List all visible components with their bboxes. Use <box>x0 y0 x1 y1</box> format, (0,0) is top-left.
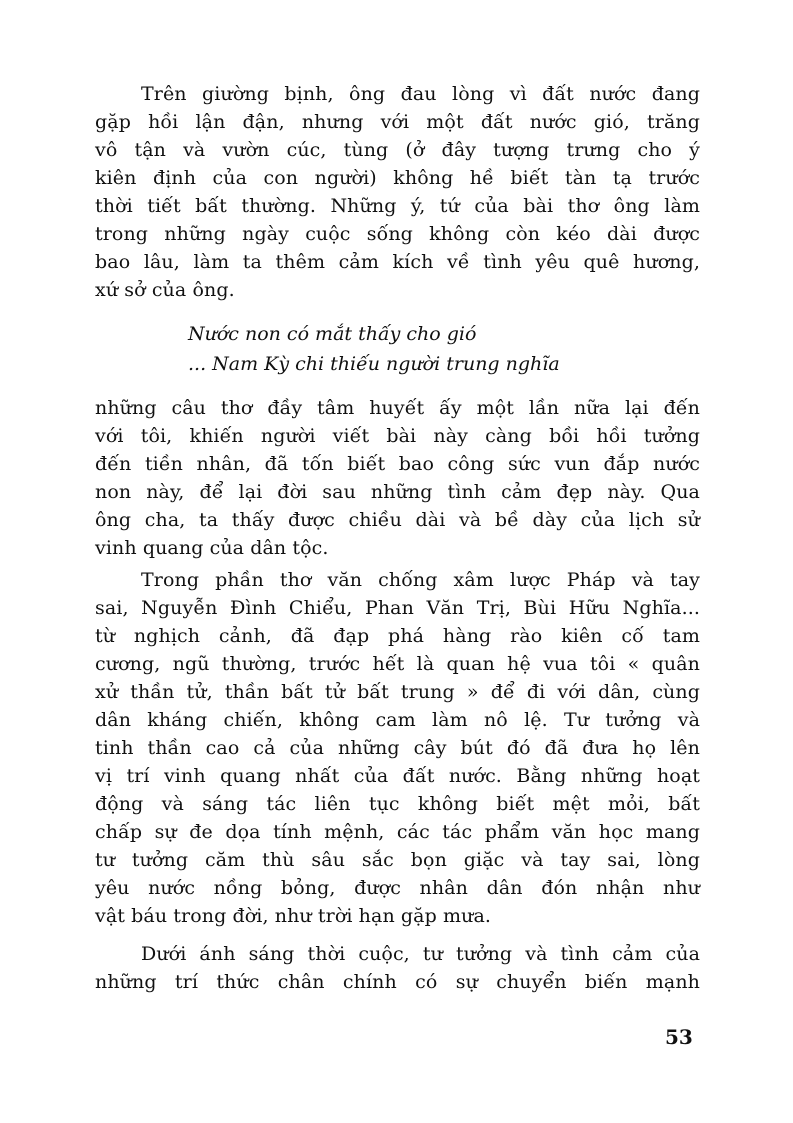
text-line: vật báu trong đời, như trời hạn gặp mưa. <box>95 905 492 927</box>
text-line: Trong phần thơ văn chống xâm lược Pháp và tay <box>141 569 700 591</box>
text-line: những trí thức chân chính có sự chuyển biến mạnh <box>95 971 700 993</box>
text-line: cương, ngũ thường, trước hết là quan hệ vua tôi « quân <box>95 653 700 675</box>
text-line: những câu thơ đầy tâm huyết ấy một lần nữa lại đến <box>95 397 700 419</box>
text-line: xử thần tử, thần bất tử bất trung » để đi với dân, cùng <box>95 681 700 703</box>
text-line: tư tưởng căm thù sâu sắc bọn giặc và tay sai, lòng <box>95 849 700 871</box>
text-line: đến tiền nhân, đã tốn biết bao công sức vun đắp nước <box>95 453 700 475</box>
text-line: tinh thần cao cả của những cây bút đó đã đưa họ lên <box>95 737 700 759</box>
text-line: vị trí vinh quang nhất của đất nước. Bằng những hoạt <box>95 765 700 787</box>
text-line: yêu nước nồng bỏng, được nhân dân đón nhận như <box>95 877 700 899</box>
text-line: trong những ngày cuộc sống không còn kéo dài được <box>95 223 700 245</box>
text-line: sai, Nguyễn Đình Chiểu, Phan Văn Trị, Bùi Hữu Nghĩa... <box>95 597 700 619</box>
text-line: gặp hồi lận đận, nhưng với một đất nước gió, trăng <box>95 111 700 133</box>
text-line: dân kháng chiến, không cam làm nô lệ. Tư tưởng và <box>95 709 700 731</box>
text-line: vinh quang của dân tộc. <box>95 537 329 559</box>
verse-line: Nước non có mắt thấy cho gió <box>188 323 477 345</box>
verse-line: ... Nam Kỳ chi thiếu người trung nghĩa <box>188 353 560 375</box>
text-line: bao lâu, làm ta thêm cảm kích về tình yêu quê hương, <box>95 251 700 273</box>
text-line: động và sáng tác liên tục không biết mệt mỏi, bất <box>95 793 700 815</box>
text-line: với tôi, khiến người viết bài này càng bồi hồi tưởng <box>95 425 700 447</box>
text-line: chấp sự đe dọa tính mệnh, các tác phẩm văn học mang <box>95 821 700 843</box>
text-line: non này, để lại đời sau những tình cảm đẹp này. Qua <box>95 481 700 503</box>
page-number: 53 <box>665 1025 693 1049</box>
text-line: Trên giường bịnh, ông đau lòng vì đất nước đang <box>141 83 700 105</box>
text-line: thời tiết bất thường. Những ý, tứ của bài thơ ông làm <box>95 195 700 217</box>
text-line: ông cha, ta thấy được chiều dài và bề dày của lịch sử <box>95 509 700 531</box>
text-line: vô tận và vườn cúc, tùng (ở đây tượng trưng cho ý <box>95 139 700 161</box>
text-line: xứ sở của ông. <box>95 279 235 301</box>
text-line: từ nghịch cảnh, đã đạp phá hàng rào kiên cố tam <box>95 625 700 647</box>
text-line: kiên định của con người) không hề biết tàn tạ trước <box>95 167 700 189</box>
text-line: Dưới ánh sáng thời cuộc, tư tưởng và tình cảm của <box>141 943 700 965</box>
